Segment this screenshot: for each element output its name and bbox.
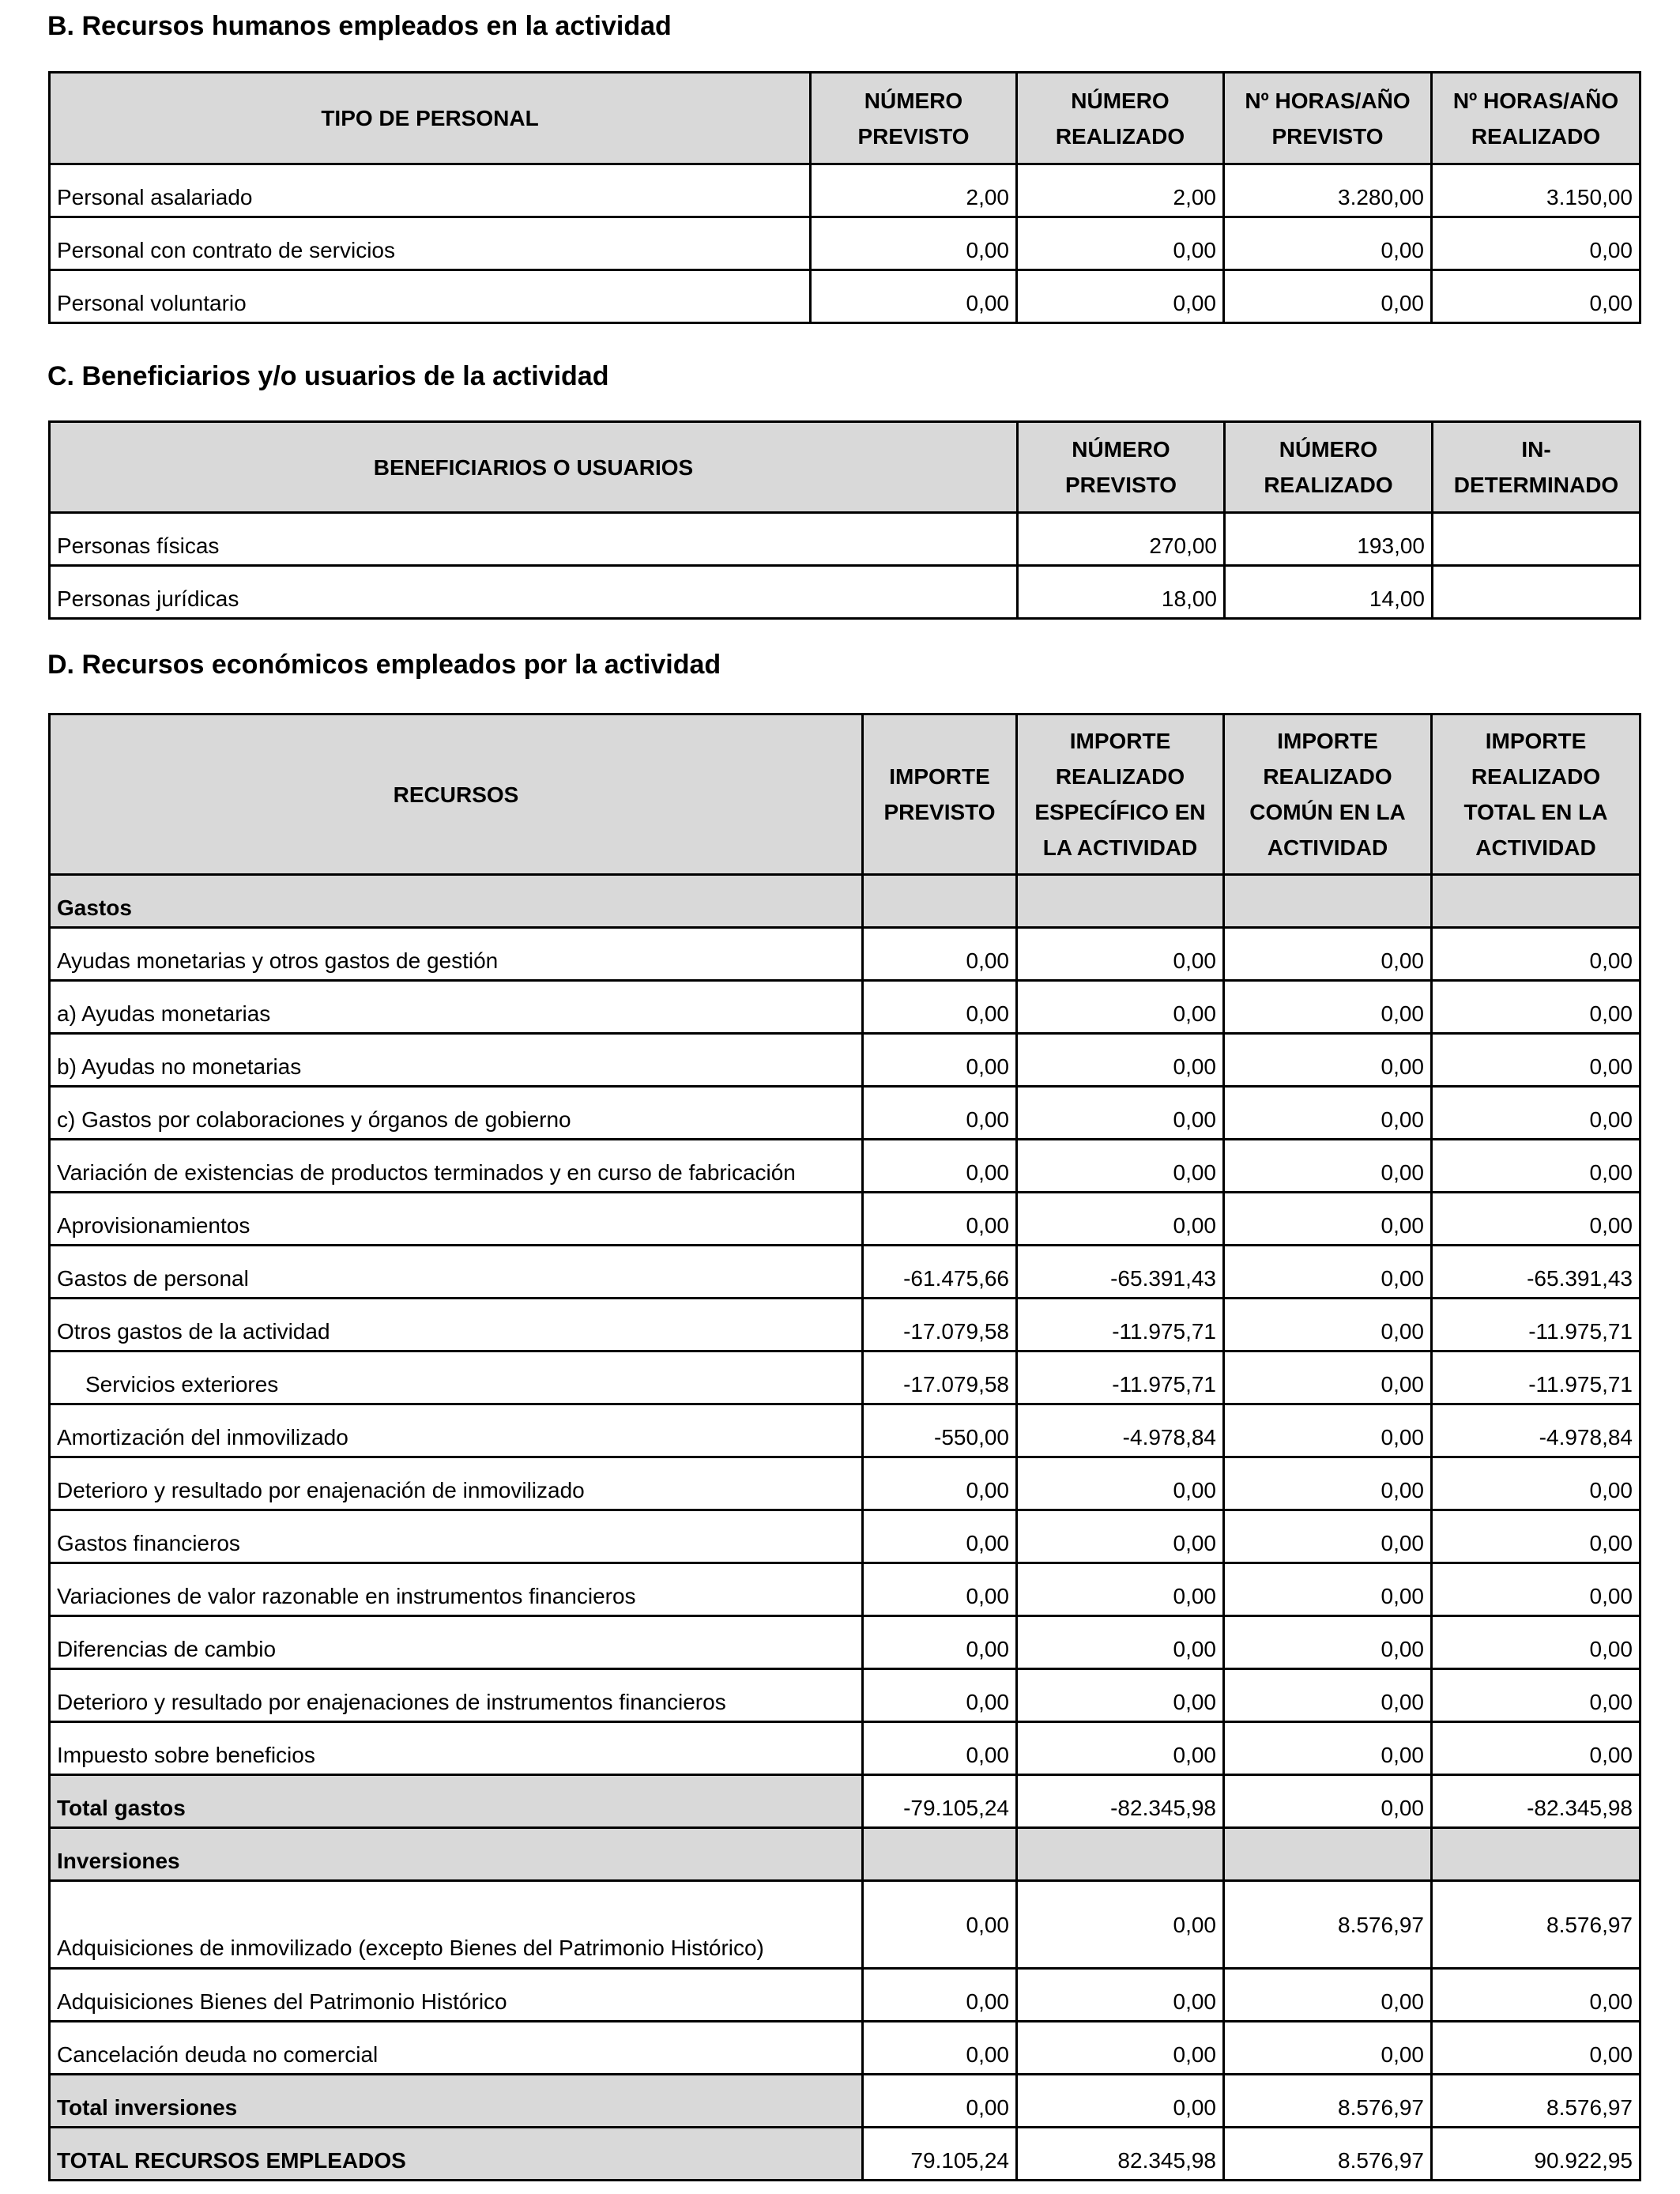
row-label: Total gastos — [50, 1775, 863, 1828]
cell-value: -61.475,66 — [863, 1246, 1017, 1299]
cell-value: -11.975,71 — [1432, 1351, 1640, 1404]
cell-value: 90.922,95 — [1432, 2128, 1640, 2181]
table-row — [50, 1246, 1640, 1299]
cell-value: 0,00 — [863, 1193, 1017, 1246]
cell-value: 0,00 — [1017, 928, 1224, 981]
cell-value: -82.345,98 — [1017, 1775, 1224, 1828]
cell-value: 0,00 — [1432, 1034, 1640, 1087]
cell-value: 0,00 — [1432, 1969, 1640, 2022]
cell-value: 2,00 — [1017, 164, 1224, 217]
cell-value: 82.345,98 — [1017, 2128, 1224, 2181]
cell-value: 0,00 — [1224, 1669, 1432, 1722]
cell-value: 0,00 — [1224, 1969, 1432, 2022]
cell-value: 0,00 — [1432, 1669, 1640, 1722]
cell-value: -11.975,71 — [1017, 1351, 1224, 1404]
row-label: Cancelación deuda no comercial — [50, 2022, 863, 2075]
table-row — [50, 164, 1640, 217]
row-label: Personas jurídicas — [50, 566, 1018, 619]
table-row — [50, 1140, 1640, 1193]
cell-value: 0,00 — [1224, 2022, 1432, 2075]
table-row — [50, 1193, 1640, 1246]
table-row — [50, 981, 1640, 1034]
section-d-title: D. Recursos económicos empleados por la actividad — [47, 650, 721, 680]
row-label: Gastos — [50, 875, 863, 928]
cell-value: 0,00 — [863, 1457, 1017, 1510]
table-row — [50, 2022, 1640, 2075]
cell-value: 0,00 — [1224, 1457, 1432, 1510]
cell-value: 0,00 — [1224, 1722, 1432, 1775]
cell-value: 0,00 — [1432, 217, 1640, 270]
row-label: Impuesto sobre beneficios — [50, 1722, 863, 1775]
table-row — [50, 513, 1640, 566]
cell-value: 0,00 — [1017, 1193, 1224, 1246]
cell-value: 0,00 — [1017, 1140, 1224, 1193]
row-label: b) Ayudas no monetarias — [50, 1034, 863, 1087]
row-label: Adquisiciones Bienes del Patrimonio Histórico — [50, 1969, 863, 2022]
cell-value: 0,00 — [1432, 928, 1640, 981]
cell-value: 2,00 — [811, 164, 1017, 217]
row-label: a) Ayudas monetarias — [50, 981, 863, 1034]
cell-value: 0,00 — [863, 2022, 1017, 2075]
row-label: Adquisiciones de inmovilizado (excepto Bienes del Patrimonio Histórico) — [50, 1881, 863, 1969]
cell-value: 0,00 — [1017, 1881, 1224, 1969]
table-row — [50, 1722, 1640, 1775]
cell-value: 0,00 — [1017, 1616, 1224, 1669]
cell-value: 0,00 — [1017, 1087, 1224, 1140]
cell-value — [1432, 1828, 1640, 1881]
cell-value: 0,00 — [1432, 270, 1640, 323]
cell-value: 0,00 — [1224, 1087, 1432, 1140]
col-header: IN-DETERMINADO — [1433, 422, 1640, 513]
cell-value — [1432, 875, 1640, 928]
row-label: Deterioro y resultado por enajenación de inmovilizado — [50, 1457, 863, 1510]
cell-value: 0,00 — [1224, 1404, 1432, 1457]
row-label: Diferencias de cambio — [50, 1616, 863, 1669]
cell-value: 18,00 — [1018, 566, 1225, 619]
col-header: Nº HORAS/AÑO REALIZADO — [1432, 73, 1640, 164]
cell-value: 0,00 — [1224, 1034, 1432, 1087]
col-header: NÚMERO REALIZADO — [1017, 73, 1224, 164]
cell-value: 0,00 — [1017, 1563, 1224, 1616]
cell-value: 0,00 — [1224, 1193, 1432, 1246]
cell-value: 193,00 — [1225, 513, 1433, 566]
cell-value: 0,00 — [1224, 1299, 1432, 1351]
col-header: BENEFICIARIOS O USUARIOS — [50, 422, 1018, 513]
cell-value: 0,00 — [1224, 1616, 1432, 1669]
table-section-row — [50, 1828, 1640, 1881]
cell-value: 0,00 — [863, 1881, 1017, 1969]
row-label: Variaciones de valor razonable en instrumentos financieros — [50, 1563, 863, 1616]
cell-value: -17.079,58 — [863, 1351, 1017, 1404]
cell-value: 0,00 — [1432, 981, 1640, 1034]
cell-value: 0,00 — [1017, 1034, 1224, 1087]
cell-value: 0,00 — [1017, 1457, 1224, 1510]
cell-value: 3.150,00 — [1432, 164, 1640, 217]
cell-value: -65.391,43 — [1432, 1246, 1640, 1299]
cell-value: 0,00 — [1432, 1563, 1640, 1616]
header-row — [50, 73, 1640, 164]
row-label: Aprovisionamientos — [50, 1193, 863, 1246]
beneficiarios-table — [48, 420, 1641, 620]
col-header: Nº HORAS/AÑO PREVISTO — [1224, 73, 1432, 164]
cell-value: 0,00 — [1224, 270, 1432, 323]
cell-value: 0,00 — [1224, 1351, 1432, 1404]
table-row — [50, 1969, 1640, 2022]
col-header: IMPORTE PREVISTO — [863, 714, 1017, 875]
table-row — [50, 1351, 1640, 1404]
cell-value: -4.978,84 — [1432, 1404, 1640, 1457]
cell-value: 0,00 — [863, 928, 1017, 981]
table-row — [50, 1404, 1640, 1457]
cell-value — [1433, 566, 1640, 619]
header-row — [50, 422, 1640, 513]
cell-value: -550,00 — [863, 1404, 1017, 1457]
cell-value: 0,00 — [863, 981, 1017, 1034]
row-label: Ayudas monetarias y otros gastos de gestión — [50, 928, 863, 981]
section-c-title: C. Beneficiarios y/o usuarios de la actividad — [47, 361, 609, 391]
cell-value: 0,00 — [1017, 1722, 1224, 1775]
cell-value: -4.978,84 — [1017, 1404, 1224, 1457]
cell-value — [1017, 875, 1224, 928]
row-label: Otros gastos de la actividad — [50, 1299, 863, 1351]
cell-value: -82.345,98 — [1432, 1775, 1640, 1828]
cell-value: 8.576,97 — [1224, 1881, 1432, 1969]
row-label: Servicios exteriores — [50, 1351, 863, 1404]
cell-value — [1017, 1828, 1224, 1881]
row-label: Variación de existencias de productos terminados y en curso de fabricación — [50, 1140, 863, 1193]
row-label: c) Gastos por colaboraciones y órganos de gobierno — [50, 1087, 863, 1140]
cell-value: 0,00 — [1017, 1969, 1224, 2022]
recursos-table — [48, 713, 1641, 2181]
cell-value: 0,00 — [1224, 1246, 1432, 1299]
cell-value: 0,00 — [863, 1510, 1017, 1563]
row-label: Deterioro y resultado por enajenaciones de instrumentos financieros — [50, 1669, 863, 1722]
cell-value — [1224, 1828, 1432, 1881]
cell-value: 0,00 — [811, 217, 1017, 270]
cell-value: 8.576,97 — [1432, 1881, 1640, 1969]
cell-value: 0,00 — [863, 1969, 1017, 2022]
table-row — [50, 566, 1640, 619]
table-row — [50, 1563, 1640, 1616]
cell-value: 0,00 — [1017, 1510, 1224, 1563]
cell-value: -17.079,58 — [863, 1299, 1017, 1351]
table-section-row — [50, 1775, 1640, 1828]
row-label: Personal con contrato de servicios — [50, 217, 811, 270]
cell-value: 0,00 — [1017, 2075, 1224, 2128]
cell-value: 0,00 — [863, 1669, 1017, 1722]
table-row — [50, 1457, 1640, 1510]
cell-value: 8.576,97 — [1224, 2128, 1432, 2181]
cell-value: 0,00 — [811, 270, 1017, 323]
cell-value: 0,00 — [1224, 1775, 1432, 1828]
cell-value: 0,00 — [1017, 981, 1224, 1034]
cell-value: 0,00 — [1432, 1087, 1640, 1140]
cell-value: 0,00 — [1224, 217, 1432, 270]
table-row — [50, 217, 1640, 270]
cell-value: 0,00 — [1224, 928, 1432, 981]
cell-value: 0,00 — [1432, 1722, 1640, 1775]
col-header: IMPORTE REALIZADO TOTAL EN LA ACTIVIDAD — [1432, 714, 1640, 875]
table-row — [50, 1034, 1640, 1087]
table-row — [50, 1616, 1640, 1669]
cell-value: 8.576,97 — [1224, 2075, 1432, 2128]
table-section-row — [50, 2075, 1640, 2128]
table-section-row — [50, 875, 1640, 928]
cell-value: 0,00 — [863, 1087, 1017, 1140]
cell-value: -11.975,71 — [1432, 1299, 1640, 1351]
section-b-title: B. Recursos humanos empleados en la actividad — [47, 11, 672, 41]
col-header: TIPO DE PERSONAL — [50, 73, 811, 164]
cell-value — [1224, 875, 1432, 928]
cell-value: 0,00 — [1432, 1140, 1640, 1193]
cell-value: 79.105,24 — [863, 2128, 1017, 2181]
cell-value: 0,00 — [863, 1563, 1017, 1616]
row-label: Gastos financieros — [50, 1510, 863, 1563]
row-label: Inversiones — [50, 1828, 863, 1881]
header-row — [50, 714, 1640, 875]
cell-value: -11.975,71 — [1017, 1299, 1224, 1351]
row-label: Total inversiones — [50, 2075, 863, 2128]
row-label: Personal asalariado — [50, 164, 811, 217]
cell-value: 0,00 — [1017, 2022, 1224, 2075]
cell-value: 0,00 — [1432, 1616, 1640, 1669]
col-header: IMPORTE REALIZADO ESPECÍFICO EN LA ACTIVIDAD — [1017, 714, 1224, 875]
cell-value: 0,00 — [1224, 981, 1432, 1034]
cell-value: 14,00 — [1225, 566, 1433, 619]
col-header: NÚMERO PREVISTO — [1018, 422, 1225, 513]
cell-value: 0,00 — [1017, 217, 1224, 270]
cell-value: 270,00 — [1018, 513, 1225, 566]
cell-value: 0,00 — [1224, 1510, 1432, 1563]
row-label: TOTAL RECURSOS EMPLEADOS — [50, 2128, 863, 2181]
table-row — [50, 1669, 1640, 1722]
cell-value — [863, 1828, 1017, 1881]
row-label: Gastos de personal — [50, 1246, 863, 1299]
cell-value: 0,00 — [1432, 1193, 1640, 1246]
cell-value: 0,00 — [1017, 270, 1224, 323]
table-row — [50, 1510, 1640, 1563]
cell-value: 0,00 — [1224, 1563, 1432, 1616]
col-header: NÚMERO REALIZADO — [1225, 422, 1433, 513]
table-row — [50, 270, 1640, 323]
recursos-rows — [50, 875, 1640, 2181]
cell-value: 0,00 — [1432, 1510, 1640, 1563]
cell-value: 3.280,00 — [1224, 164, 1432, 217]
cell-value: 8.576,97 — [1432, 2075, 1640, 2128]
cell-value: 0,00 — [1224, 1140, 1432, 1193]
row-label: Amortización del inmovilizado — [50, 1404, 863, 1457]
cell-value — [863, 875, 1017, 928]
cell-value: 0,00 — [1017, 1669, 1224, 1722]
cell-value: 0,00 — [863, 1034, 1017, 1087]
cell-value: 0,00 — [863, 2075, 1017, 2128]
col-header: RECURSOS — [50, 714, 863, 875]
cell-value: 0,00 — [1432, 2022, 1640, 2075]
table-row — [50, 1087, 1640, 1140]
cell-value: -79.105,24 — [863, 1775, 1017, 1828]
row-label: Personas físicas — [50, 513, 1018, 566]
cell-value: 0,00 — [863, 1140, 1017, 1193]
cell-value: -65.391,43 — [1017, 1246, 1224, 1299]
table-row — [50, 1881, 1640, 1969]
cell-value: 0,00 — [863, 1616, 1017, 1669]
col-header: IMPORTE REALIZADO COMÚN EN LA ACTIVIDAD — [1224, 714, 1432, 875]
table-section-row — [50, 2128, 1640, 2181]
cell-value — [1433, 513, 1640, 566]
table-row — [50, 928, 1640, 981]
row-label: Personal voluntario — [50, 270, 811, 323]
cell-value: 0,00 — [863, 1722, 1017, 1775]
personal-table — [48, 71, 1641, 324]
cell-value: 0,00 — [1432, 1457, 1640, 1510]
col-header: NÚMERO PREVISTO — [811, 73, 1017, 164]
table-row — [50, 1299, 1640, 1351]
